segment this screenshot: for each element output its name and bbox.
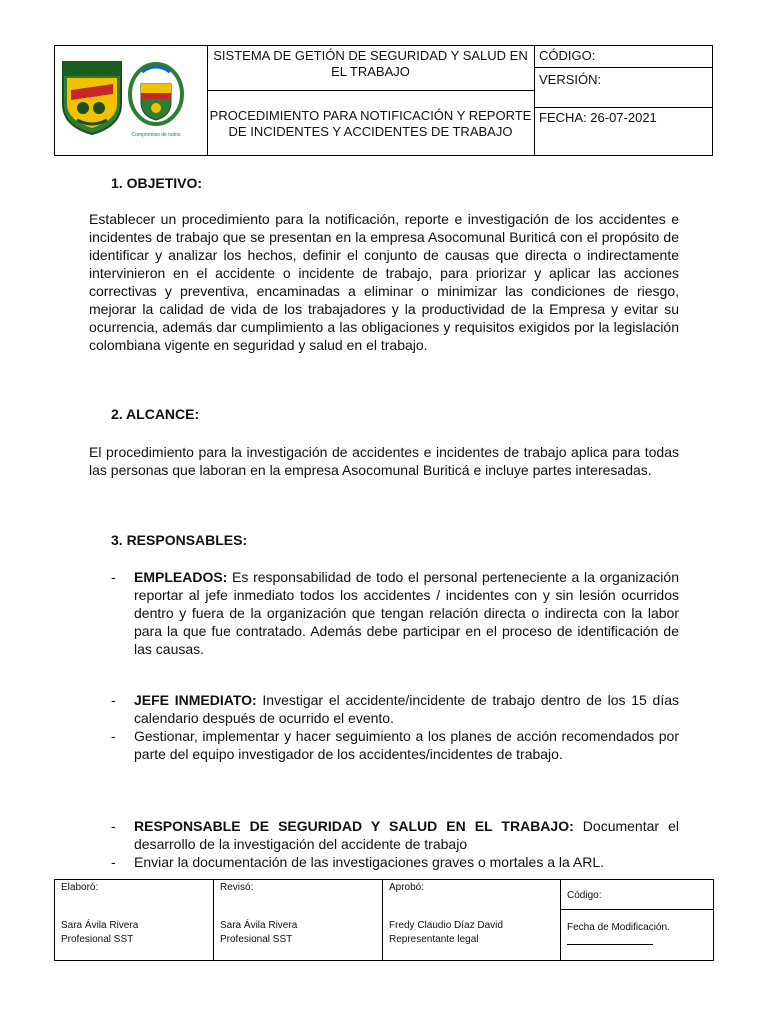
elaboro-cell xyxy=(55,880,214,960)
item-text: Investigar el accidente/incidente de trabajo dentro de los 15 días calendario después de ocurrido el evento. xyxy=(134,692,679,726)
control-cell xyxy=(535,46,713,155)
reviso-cell xyxy=(214,880,383,960)
elaboro-label: Elaboró: xyxy=(61,882,99,893)
reviso-label: Revisó: xyxy=(220,882,254,893)
bullet-dash: - xyxy=(111,569,116,585)
elaboro-name: Sara Ávila Rivera xyxy=(61,920,139,931)
aprobo-name: Fredy Claudio Díaz David xyxy=(389,920,503,931)
logo-cell xyxy=(55,46,208,155)
title-cell xyxy=(207,46,535,155)
reviso-name: Sara Ávila Rivera xyxy=(220,920,298,931)
system-title: SISTEMA DE GETIÓN DE SEGURIDAD Y SALUD EN EL TRABAJO xyxy=(207,46,534,91)
bullet-dash: - xyxy=(111,728,116,744)
procedure-title: PROCEDIMIENTO PARA NOTIFICACIÓN Y REPORTE DE INCIDENTES Y ACCIDENTES DE TRABAJO xyxy=(209,108,532,139)
control-footer-cell xyxy=(561,880,713,960)
alcance-heading: 2. ALCANCE: xyxy=(111,406,200,422)
item-text: Documentar el desarrollo de la investigación del accidente de trabajo xyxy=(134,818,679,852)
version-field: VERSIÓN: xyxy=(535,68,713,108)
responsables-heading: 3. RESPONSABLES: xyxy=(111,532,248,548)
asocomunal-shield-logo xyxy=(61,60,123,136)
reviso-role: Profesional SST xyxy=(220,934,293,945)
elaboro-role: Profesional SST xyxy=(61,934,134,945)
item-text: Enviar la documentación de las investigaciones graves o mortales a la ARL. xyxy=(134,854,605,870)
objetivo-heading: 1. OBJETIVO: xyxy=(111,175,203,191)
logo2-caption: Compromiso de todos xyxy=(131,132,181,138)
aprobo-role: Representante legal xyxy=(389,934,479,945)
item-text: Gestionar, implementar y hacer seguimiento a los planes de acción recomendados por parte del equipo investigador de los accidentes/incidentes de trabajo. xyxy=(134,728,679,762)
item-text: Es responsabilidad de todo el personal perteneciente a la organización reportar al jefe inmediato todos los accidentes / incidentes con y sin lesión ocurridos dentro y fuera de la organización que tengan relación directa o indirecta con la labor para la que fue contratado. Además debe participar en el proceso de identificación de las causas. xyxy=(134,569,679,657)
alcance-text: El procedimiento para la investigación de accidentes e incidentes de trabajo aplica para todas las personas que laboran en la empresa Asocomunal Buriticá e incluye partes interesadas. xyxy=(89,444,679,478)
fecha-modificacion-label: Fecha de Modificación. xyxy=(567,922,670,933)
document-footer xyxy=(54,879,714,961)
aprobo-cell xyxy=(383,880,561,960)
bullet-dash: - xyxy=(111,818,116,834)
bullet-dash: - xyxy=(111,692,116,708)
municipal-shield-logo xyxy=(127,58,185,140)
bullet-dash: - xyxy=(111,854,116,870)
objetivo-text: Establecer un procedimiento para la notificación, reporte e investigación de los accidentes e incidentes de trabajo que se presentan en la empresa Asocomunal Buriticá con el propósito de identificar y analizar los hechos, definir el conjunto de causas que directa o indirectamente intervinieron en el accidente o incidente de trabajo, para priorizar y aplicar las acciones correctivas y preventiva, encaminadas a eliminar o minimizar las condiciones de riesgo, mejorar la calidad de vida de los trabajadores y la productividad de la Empresa y evitar su ocurrencia, además dar cumplimiento a las obligaciones y requisitos exigidos por la legislación colombiana vigente en seguridad y salud en el trabajo. xyxy=(89,211,679,353)
aprobo-label: Aprobó: xyxy=(389,882,425,893)
fecha-field: FECHA: 26-07-2021 xyxy=(539,110,657,125)
codigo-footer-label: Código: xyxy=(567,890,602,901)
fecha-modificacion-line xyxy=(567,944,653,945)
codigo-footer-row xyxy=(561,880,713,910)
item-bold-label: JEFE INMEDIATO: xyxy=(134,692,257,708)
codigo-field: CÓDIGO: xyxy=(535,46,713,68)
item-bold-label: EMPLEADOS: xyxy=(134,569,228,585)
item-bold-label: RESPONSABLE DE SEGURIDAD Y SALUD EN EL TRABAJO: xyxy=(134,818,574,834)
document-header xyxy=(54,45,713,156)
